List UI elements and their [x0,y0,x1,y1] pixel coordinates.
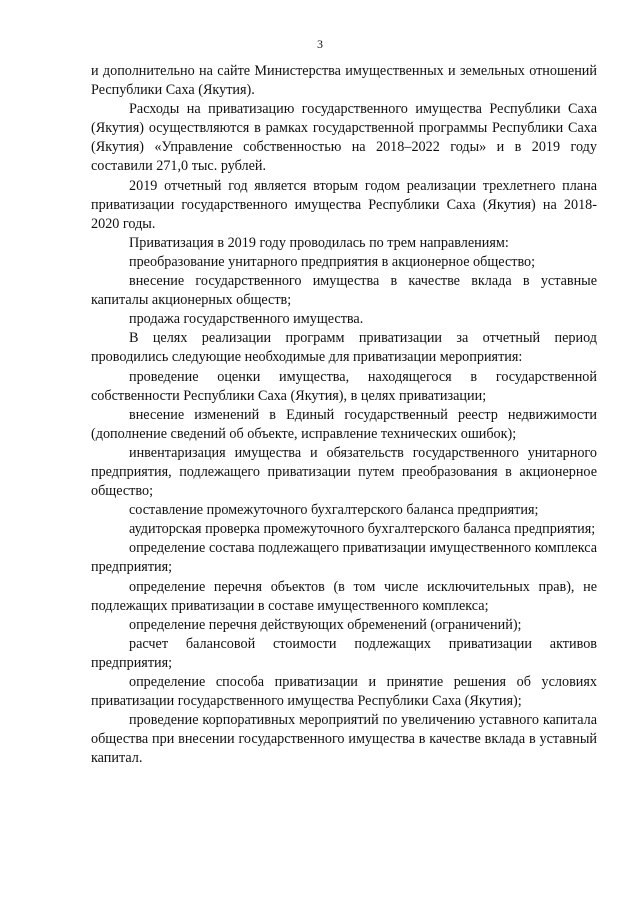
paragraph: Приватизация в 2019 году проводилась по трем направлениям: [129,234,509,251]
list-item: проведение корпоративных мероприятий по увеличению уставного капитала общества при внесении государственного имущества в качестве вклада в уставный капитал. [91,712,597,767]
list-item: определение перечня действующих обременений (ограничений); [129,616,522,633]
list-item: составление промежуточного бухгалтерского баланса предприятия; [129,502,539,519]
paragraph: и дополнительно на сайте Министерства имущественных и земельных отношений Республики Саха (Якутия). [91,63,597,99]
list-item: продажа государственного имущества. [129,311,364,328]
paragraph: Расходы на приватизацию государственного имущества Республики Саха (Якутия) осуществляются в рамках государственной программы Республики Саха (Якутия) «Управление собственностью на 2018–2022 годы» и в 2019 году составили 271,0 тыс. рублей. [91,101,597,175]
list-item: преобразование унитарного предприятия в акционерное общество; [129,253,536,270]
paragraph: 2019 отчетный год является вторым годом реализации трехлетнего плана приватизации государственного имущества Республики Саха (Якутия) на 2018-2020 годы. [91,177,597,232]
list-item: определение состава подлежащего приватизации имущественного комплекса предприятия; [91,540,597,576]
paragraph: В целях реализации программ приватизации за отчетный период проводились следующие необходимые для приватизации мероприятия: [91,330,597,366]
list-item: расчет балансовой стоимости подлежащих приватизации активов предприятия; [91,635,597,671]
list-item: определение способа приватизации и принятие решения об условиях приватизации государственного имущества Республики Саха (Якутия); [91,674,597,710]
document-body [91,62,597,768]
list-item: проведение оценки имущества, находящегося в государственной собственности Республики Саха (Якутия), в целях приватизации; [91,368,597,404]
list-item: внесение изменений в Единый государственный реестр недвижимости (дополнение сведений об объекте, исправление технических ошибок); [91,406,597,442]
list-item: инвентаризация имущества и обязательств государственного унитарного предприятия, подлежащего приватизации путем преобразования в акционерное общество; [91,444,597,500]
page-number: 3 [317,37,323,51]
list-item: аудиторская проверка промежуточного бухгалтерского баланса предприятия; [129,521,596,538]
list-item: определение перечня объектов (в том числе исключительных прав), не подлежащих приватизации в составе имущественного комплекса; [91,578,597,614]
list-item: внесение государственного имущества в качестве вклада в уставные капиталы акционерных обществ; [91,273,597,309]
